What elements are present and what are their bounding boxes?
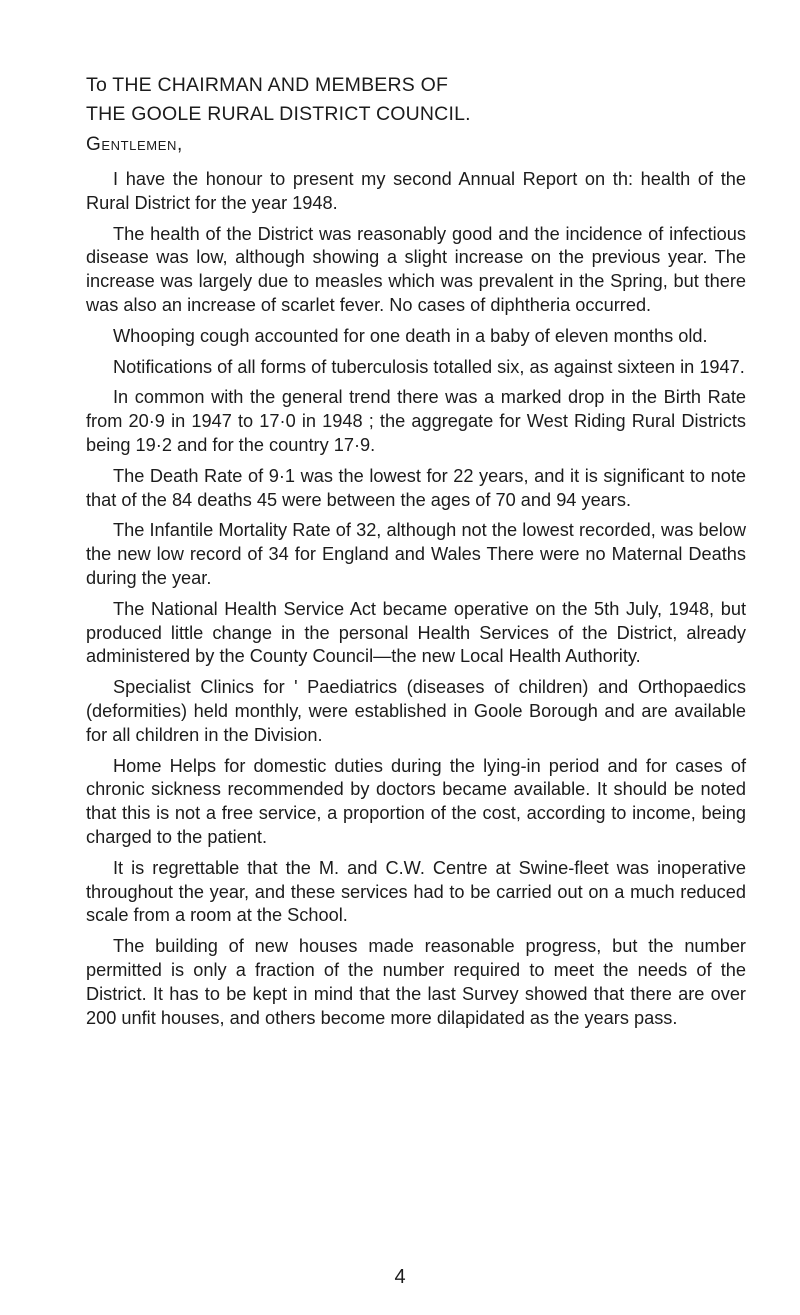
paragraph-specialist-clinics: Specialist Clinics for ' Paediatrics (diseases of children) and Orthopaedics (deformities) held monthly, were established in Goole Borough and are available for all children in the Division. xyxy=(86,677,746,745)
paragraph-whooping-cough: Whooping cough accounted for one death in a baby of eleven months old. xyxy=(113,325,708,346)
paragraph-infantile-mortality: The Infantile Mortality Rate of 32, although not the lowest recorded, was below the new low record of 34 for England and Wales There were no Maternal Deaths during the year. xyxy=(86,520,746,588)
paragraph-death-rate: The Death Rate of 9·1 was the lowest for 22 years, and it is significant to note that of the 84 deaths 45 were between the ages of 70 and 94 years. xyxy=(86,465,746,510)
paragraph-swinefleet-centre: It is regrettable that the M. and C.W. Centre at Swine-fleet was inoperative throughout the year, and these services had to be carried out on a much reduced scale from a room at the School. xyxy=(86,857,746,926)
page-number: 4 xyxy=(394,1266,406,1288)
salutation: Gentlemen, xyxy=(86,134,183,155)
paragraph-birth-rate: In common with the general trend there was a marked drop in the Birth Rate from 20·9 in 1947 to 17·0 in 1948 ; the aggregate for West Riding Rural Districts being 19·2 and for the country 17·9. xyxy=(86,387,746,455)
paragraph-intro: I have the honour to present my second Annual Report on th: health of the Rural District for the year 1948. xyxy=(86,169,746,213)
paragraph-tuberculosis: Notifications of all forms of tuberculosis totalled six, as against sixteen in 1947. xyxy=(113,356,745,377)
report-body xyxy=(86,168,746,1037)
report-heading xyxy=(86,71,746,129)
heading-line-2: THE GOOLE RURAL DISTRICT COUNCIL. xyxy=(86,103,471,125)
paragraph-housing: The building of new houses made reasonable progress, but the number permitted is only a fraction of the number required to meet the needs of the District. It has to be kept in mind that the last Survey showed that there are over 200 unfit houses, and others become more dilapidated as the years pass. xyxy=(86,936,746,1028)
heading-line-1: To THE CHAIRMAN AND MEMBERS OF xyxy=(86,74,449,96)
paragraph-home-helps: Home Helps for domestic duties during the lying-in period and for cases of chronic sickness recommended by doctors became available. It should be noted that this is not a free service, a proportion of the cost, according to income, being charged to the patient. xyxy=(86,755,746,847)
paragraph-health-service-act: The National Health Service Act became operative on the 5th July, 1948, but produced little change in the personal Health Services of the District, already administered by the County Council—the new Local Health Authority. xyxy=(86,598,746,667)
paragraph-infectious-disease: The health of the District was reasonably good and the incidence of infectious disease was low, although showing a slight increase on the previous year. The increase was largely due to measles which was prevalent in the Spring, but there was also an increase of scarlet fever. No cases of diphtheria occurred. xyxy=(86,223,746,315)
